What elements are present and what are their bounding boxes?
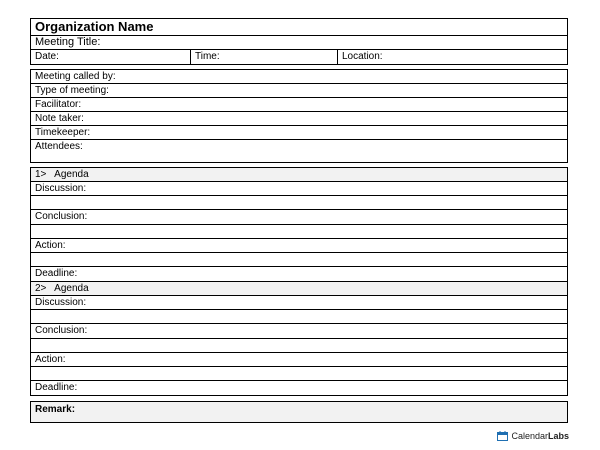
- called-by-row[interactable]: [31, 70, 567, 84]
- agenda-2-deadline-label: Deadline:: [35, 382, 78, 393]
- timekeeper-row[interactable]: [31, 126, 567, 140]
- time-cell[interactable]: [190, 50, 338, 64]
- agenda-1-conclusion-label: Conclusion:: [35, 211, 88, 222]
- agenda-2-conclusion-row[interactable]: [31, 324, 567, 339]
- remark-block[interactable]: [30, 401, 568, 423]
- agenda-1-discussion-label: Discussion:: [35, 183, 87, 194]
- agenda-2-action-space[interactable]: [31, 367, 567, 381]
- brand-logo: [497, 431, 569, 441]
- type-label: Type of meeting:: [35, 85, 109, 96]
- agenda-1-action-label: Action:: [35, 240, 66, 251]
- attendees-label: Attendees:: [35, 141, 83, 152]
- facilitator-label: Facilitator:: [35, 99, 82, 110]
- agenda-block: [30, 167, 568, 396]
- calendar-icon: [497, 431, 508, 441]
- brand-text: [511, 431, 569, 441]
- agenda-1-title-row: [31, 168, 567, 182]
- agenda-1-deadline-label: Deadline:: [35, 268, 78, 279]
- time-label: Time:: [195, 51, 220, 62]
- org-name: Organization Name: [35, 19, 154, 34]
- agenda-1-conclusion-row[interactable]: [31, 210, 567, 225]
- attendees-row[interactable]: [31, 140, 567, 162]
- agenda-1-action-row[interactable]: [31, 239, 567, 253]
- brand-suffix: Labs: [547, 431, 569, 441]
- agenda-2-discussion-label: Discussion:: [35, 297, 87, 308]
- agenda-2-action-row[interactable]: [31, 353, 567, 367]
- agenda-2-conclusion-space[interactable]: [31, 339, 567, 353]
- agenda-1-action-space[interactable]: [31, 253, 567, 267]
- timekeeper-label: Timekeeper:: [35, 127, 91, 138]
- brand-prefix: Calendar: [511, 431, 548, 441]
- location-cell[interactable]: [337, 50, 567, 64]
- agenda-1-title: 1> Agenda: [35, 169, 89, 180]
- remark-label: Remark:: [35, 404, 76, 415]
- agenda-1-conclusion-space[interactable]: [31, 225, 567, 239]
- agenda-2-discussion-space[interactable]: [31, 310, 567, 324]
- facilitator-row[interactable]: [31, 98, 567, 112]
- agenda-2-deadline-row[interactable]: [31, 381, 567, 395]
- agenda-2-title-row: [31, 282, 567, 296]
- header-block: [30, 18, 568, 65]
- note-taker-label: Note taker:: [35, 113, 84, 124]
- date-label: Date:: [35, 51, 59, 62]
- agenda-2-conclusion-label: Conclusion:: [35, 325, 88, 336]
- agenda-1-deadline-row[interactable]: [31, 267, 567, 282]
- note-taker-row[interactable]: [31, 112, 567, 126]
- meeting-title-label: Meeting Title:: [35, 36, 101, 48]
- agenda-1-discussion-space[interactable]: [31, 196, 567, 210]
- location-label: Location:: [342, 51, 383, 62]
- details-block: [30, 69, 568, 163]
- agenda-2-discussion-row[interactable]: [31, 296, 567, 310]
- org-name-row: [31, 19, 567, 36]
- called-by-label: Meeting called by:: [35, 71, 116, 82]
- date-time-location-row: [31, 50, 567, 64]
- agenda-2-action-label: Action:: [35, 354, 66, 365]
- type-row[interactable]: [31, 84, 567, 98]
- agenda-1-discussion-row[interactable]: [31, 182, 567, 196]
- agenda-2-title: 2> Agenda: [35, 283, 89, 294]
- meeting-title-row[interactable]: [31, 36, 567, 50]
